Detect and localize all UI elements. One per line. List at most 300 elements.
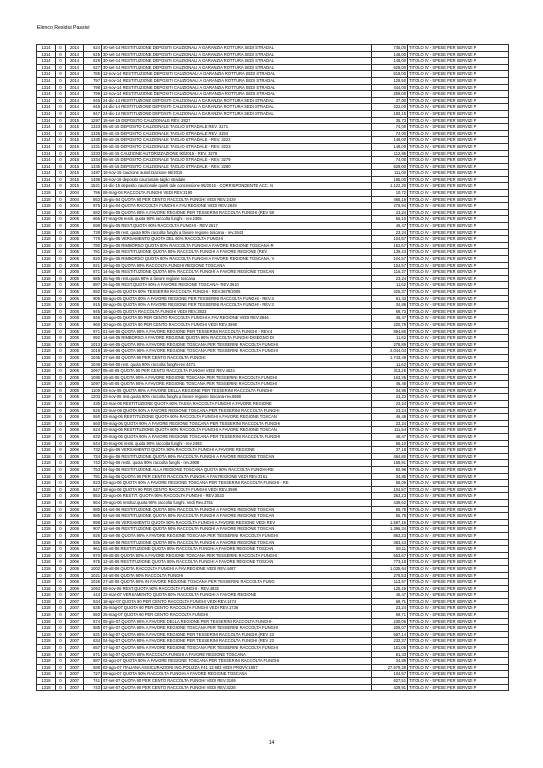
table-row bbox=[37, 262, 509, 269]
importo-cell: 116,27 bbox=[372, 269, 408, 276]
table-row bbox=[37, 664, 509, 671]
capitolo-cell: 1318 bbox=[37, 269, 56, 276]
anno-cell: 2005 bbox=[66, 209, 84, 216]
numero-cell: 852 bbox=[84, 196, 102, 203]
anno-cell: 2015 bbox=[66, 143, 84, 150]
articolo-cell: 0 bbox=[56, 565, 66, 572]
importo-cell: 23,23 bbox=[372, 394, 408, 401]
numero-cell: 634 bbox=[84, 638, 102, 645]
numero-cell: 625 bbox=[84, 51, 102, 58]
numero-cell: 946 bbox=[84, 104, 102, 111]
table-row bbox=[37, 130, 509, 137]
importo-cell: 27.579,28 bbox=[372, 664, 408, 671]
descrizione-cell: 29-giu-05 RIMBORSO QUOTA 90% RACCOLTA FUNGHI A FAVORE REGIONE TOSCANA, V bbox=[102, 256, 372, 263]
articolo-cell: 0 bbox=[56, 585, 66, 592]
numero-cell: 971 bbox=[84, 328, 102, 335]
titolo-cell: TITOLO IV - SPESE PER SERVIZI P bbox=[408, 209, 509, 216]
importo-cell: 1.587,16 bbox=[372, 519, 408, 526]
capitolo-cell: 1318 bbox=[37, 354, 56, 361]
numero-cell: 688 bbox=[84, 664, 102, 671]
table-row bbox=[37, 414, 509, 421]
anno-cell: 2006 bbox=[66, 552, 84, 559]
importo-cell: 81,33 bbox=[372, 651, 408, 658]
table-row bbox=[37, 84, 509, 91]
table-row bbox=[37, 328, 509, 335]
capitolo-cell: 1318 bbox=[37, 572, 56, 579]
descrizione-cell: 22-set-06 QUOTA 90% A FAVORE REGIONE TOSCANA PER TESSERINI RACCOLTA FUNGHI bbox=[102, 532, 372, 539]
anno-cell: 2015 bbox=[66, 130, 84, 137]
numero-cell: 946 bbox=[84, 315, 102, 322]
titolo-cell: TITOLO IV - SPESE PER SERVIZI P bbox=[408, 315, 509, 322]
anno-cell: 2007 bbox=[66, 671, 84, 678]
importo-cell: 232,37 bbox=[372, 638, 408, 645]
importo-cell: 11,62 bbox=[372, 335, 408, 342]
importo-cell: 518,00 bbox=[372, 71, 408, 78]
articolo-cell: 0 bbox=[56, 579, 66, 586]
articolo-cell: 0 bbox=[56, 645, 66, 652]
descrizione-cell: 24-dic-14 RESTITUZIONE DEPOSITI CAUZIONALI A GARANZIA ROTTURA SEDI STRADAL bbox=[102, 104, 372, 111]
titolo-cell: TITOLO IV - SPESE PER SERVIZI P bbox=[408, 302, 509, 309]
table-row bbox=[37, 526, 509, 533]
anno-cell: 2014 bbox=[66, 110, 84, 117]
descrizione-cell: 15-set-05 QUOTA 90% A FAVORE REGIONE TOSCANA PER TESSERINI RACCOLTA FUNGHI bbox=[102, 341, 372, 348]
capitolo-cell: 1318 bbox=[37, 638, 56, 645]
table-row bbox=[37, 64, 509, 71]
anno-cell: 2006 bbox=[66, 447, 84, 454]
table-row bbox=[37, 546, 509, 553]
numero-cell: 781 bbox=[84, 249, 102, 256]
importo-cell: 697,14 bbox=[372, 631, 408, 638]
table-row bbox=[37, 499, 509, 506]
anno-cell: 2006 bbox=[66, 506, 84, 513]
descrizione-cell: 14-lug-05 RESTITUZIONE QUOTA 90% RACCOLTA FUNGHI A FAVORE REGIONE TOSCAN bbox=[102, 269, 372, 276]
descrizione-cell: 15-giu-04 QUOTA 90 PER CENTO RACCOLTA FUNGHI VEDI REV.2429 bbox=[102, 196, 372, 203]
table-row bbox=[37, 143, 509, 150]
articolo-cell: 0 bbox=[56, 183, 66, 190]
articolo-cell: 0 bbox=[56, 572, 66, 579]
table-row bbox=[37, 618, 509, 625]
anno-cell: 2005 bbox=[66, 381, 84, 388]
numero-cell: 666 bbox=[84, 216, 102, 223]
articolo-cell: 0 bbox=[56, 170, 66, 177]
numero-cell: 905 bbox=[84, 295, 102, 302]
anno-cell: 2007 bbox=[66, 592, 84, 599]
capitolo-cell: 1318 bbox=[37, 295, 56, 302]
table-row bbox=[37, 513, 509, 520]
numero-cell: 898 bbox=[84, 519, 102, 526]
table-row bbox=[37, 572, 509, 579]
descrizione-cell: 25-lug-06 QUOTA 90 PER CENTO RACCOLTA FUNGHI A FAV.REGIONE VEDI REV.3161 bbox=[102, 473, 372, 480]
importo-cell: 11,62 bbox=[372, 282, 408, 289]
numero-cell: 550 bbox=[84, 414, 102, 421]
table-row bbox=[37, 288, 509, 295]
articolo-cell: 0 bbox=[56, 401, 66, 408]
numero-cell: 947 bbox=[84, 110, 102, 117]
importo-cell: 34,86 bbox=[372, 302, 408, 309]
articolo-cell: 0 bbox=[56, 51, 66, 58]
importo-cell: 222,00 bbox=[372, 104, 408, 111]
numero-cell: 1331 bbox=[84, 143, 102, 150]
table-row bbox=[37, 684, 509, 691]
articolo-cell: 0 bbox=[56, 467, 66, 474]
titolo-cell: TITOLO IV - SPESE PER SERVIZI P bbox=[408, 262, 509, 269]
numero-cell: 582 bbox=[84, 209, 102, 216]
importo-cell: 46,48 bbox=[372, 414, 408, 421]
articolo-cell: 0 bbox=[56, 104, 66, 111]
numero-cell: 880 bbox=[84, 506, 102, 513]
anno-cell: 2007 bbox=[66, 631, 84, 638]
numero-cell: 698 bbox=[84, 223, 102, 230]
table-row bbox=[37, 256, 509, 263]
capitolo-cell: 1314 bbox=[37, 117, 56, 124]
capitolo-cell: 1318 bbox=[37, 618, 56, 625]
titolo-cell: TITOLO IV - SPESE PER SERVIZI P bbox=[408, 645, 509, 652]
importo-cell: 74,00 bbox=[372, 130, 408, 137]
importo-cell: 104,57 bbox=[372, 262, 408, 269]
numero-cell: 560 bbox=[84, 420, 102, 427]
anno-cell: 2007 bbox=[66, 658, 84, 665]
table-row bbox=[37, 77, 509, 84]
numero-cell: 1026 bbox=[84, 579, 102, 586]
titolo-cell: TITOLO IV - SPESE PER SERVIZI P bbox=[408, 157, 509, 164]
articolo-cell: 0 bbox=[56, 592, 66, 599]
articolo-cell: 0 bbox=[56, 684, 66, 691]
descrizione-cell: 02-ago-07 QUOTA 90% A FAVORE REGIONE TOSCANA PER TESSERINI RACCOLTA FUNGHI bbox=[102, 658, 372, 665]
articolo-cell: 0 bbox=[56, 315, 66, 322]
capitolo-cell: 1318 bbox=[37, 631, 56, 638]
articolo-cell: 0 bbox=[56, 282, 66, 289]
articolo-cell: 0 bbox=[56, 348, 66, 355]
articolo-cell: 0 bbox=[56, 335, 66, 342]
table-row bbox=[37, 354, 509, 361]
articolo-cell: 0 bbox=[56, 137, 66, 144]
numero-cell: 1203 bbox=[84, 394, 102, 401]
numero-cell: 1521 bbox=[84, 183, 102, 190]
titolo-cell: TITOLO IV - SPESE PER SERVIZI P bbox=[408, 288, 509, 295]
table-row bbox=[37, 387, 509, 394]
importo-cell: 11,62 bbox=[372, 361, 408, 368]
descrizione-cell: 04-set-06 RESTITUZIONE QUOTA 90% RACCOLTA FUNGHI A FAVORE REGIONE TOSCAN bbox=[102, 506, 372, 513]
titolo-cell: TITOLO IV - SPESE PER SERVIZI P bbox=[408, 282, 509, 289]
descrizione-cell: 05-ott-15 DEPOSITO CAUZIONALE TAGLIO STRADALE REV. 3194 bbox=[102, 130, 372, 137]
importo-cell: 34,86 bbox=[372, 658, 408, 665]
articolo-cell: 0 bbox=[56, 302, 66, 309]
residui-table-body bbox=[37, 45, 509, 691]
anno-cell: 2005 bbox=[66, 348, 84, 355]
anno-cell: 2014 bbox=[66, 71, 84, 78]
importo-cell: 745,00 bbox=[372, 45, 408, 52]
titolo-cell: TITOLO IV - SPESE PER SERVIZI P bbox=[408, 651, 509, 658]
articolo-cell: 0 bbox=[56, 236, 66, 243]
capitolo-cell: 1318 bbox=[37, 368, 56, 375]
anno-cell: 2014 bbox=[66, 97, 84, 104]
articolo-cell: 0 bbox=[56, 71, 66, 78]
articolo-cell: 0 bbox=[56, 612, 66, 619]
articolo-cell: 0 bbox=[56, 196, 66, 203]
table-row bbox=[37, 453, 509, 460]
descrizione-cell: 16-ago-05 QUOTA RACCOLTA FUNGHI VEDI REV.3833 bbox=[102, 308, 372, 315]
table-row bbox=[37, 631, 509, 638]
table-row bbox=[37, 638, 509, 645]
articolo-cell: 0 bbox=[56, 671, 66, 678]
table-row bbox=[37, 302, 509, 309]
capitolo-cell: 1314 bbox=[37, 163, 56, 170]
titolo-cell: TITOLO IV - SPESE PER SERVIZI P bbox=[408, 565, 509, 572]
titolo-cell: TITOLO IV - SPESE PER SERVIZI P bbox=[408, 236, 509, 243]
table-row bbox=[37, 434, 509, 441]
titolo-cell: TITOLO IV - SPESE PER SERVIZI P bbox=[408, 84, 509, 91]
table-row bbox=[37, 493, 509, 500]
residui-table bbox=[36, 44, 509, 691]
table-row bbox=[37, 592, 509, 599]
capitolo-cell: 1318 bbox=[37, 302, 56, 309]
titolo-cell: TITOLO IV - SPESE PER SERVIZI P bbox=[408, 335, 509, 342]
capitolo-cell: 1314 bbox=[37, 157, 56, 164]
descrizione-cell: 25-lug-05 rest.quota 90% a favore regione toscana bbox=[102, 275, 372, 282]
numero-cell: 886 bbox=[84, 513, 102, 520]
table-row bbox=[37, 374, 509, 381]
capitolo-cell: 1318 bbox=[37, 605, 56, 612]
capitolo-cell: 1318 bbox=[37, 612, 56, 619]
titolo-cell: TITOLO IV - SPESE PER SERVIZI P bbox=[408, 91, 509, 98]
importo-cell: 1.396,24 bbox=[372, 526, 408, 533]
descrizione-cell: 09-mag-06 QUOTA 90% A FAVORE REGIONE TOSCANA PER TESSERINI RACCOLTA FUNGHI bbox=[102, 420, 372, 427]
anno-cell: 2006 bbox=[66, 572, 84, 579]
anno-cell: 2006 bbox=[66, 420, 84, 427]
titolo-cell: TITOLO IV - SPESE PER SERVIZI P bbox=[408, 97, 509, 104]
numero-cell: 785 bbox=[84, 71, 102, 78]
importo-cell: 278,89 bbox=[372, 341, 408, 348]
capitolo-cell: 1314 bbox=[37, 150, 56, 157]
anno-cell: 2014 bbox=[66, 91, 84, 98]
anno-cell: 2007 bbox=[66, 612, 84, 619]
titolo-cell: TITOLO IV - SPESE PER SERVIZI P bbox=[408, 321, 509, 328]
titolo-cell: TITOLO IV - SPESE PER SERVIZI P bbox=[408, 110, 509, 117]
descrizione-cell: 16-giu-05 VERSAMENTO QUOTA DEL 90% RACCOLTA FUNGHI bbox=[102, 236, 372, 243]
importo-cell: 220,76 bbox=[372, 321, 408, 328]
capitolo-cell: 1318 bbox=[37, 262, 56, 269]
articolo-cell: 0 bbox=[56, 216, 66, 223]
capitolo-cell: 1318 bbox=[37, 532, 56, 539]
capitolo-cell: 1318 bbox=[37, 684, 56, 691]
descrizione-cell: 09-nov-06 REST.QUOTA 90% RACCOLTA FUNGHI - REV.4832 bbox=[102, 585, 372, 592]
numero-cell: 864 bbox=[84, 499, 102, 506]
titolo-cell: TITOLO IV - SPESE PER SERVIZI P bbox=[408, 269, 509, 276]
capitolo-cell: 1318 bbox=[37, 625, 56, 632]
anno-cell: 2006 bbox=[66, 546, 84, 553]
table-row bbox=[37, 625, 509, 632]
numero-cell: 821 bbox=[84, 262, 102, 269]
capitolo-cell: 1318 bbox=[37, 645, 56, 652]
anno-cell: 2006 bbox=[66, 559, 84, 566]
titolo-cell: TITOLO IV - SPESE PER SERVIZI P bbox=[408, 434, 509, 441]
anno-cell: 2005 bbox=[66, 328, 84, 335]
titolo-cell: TITOLO IV - SPESE PER SERVIZI P bbox=[408, 499, 509, 506]
anno-cell: 2015 bbox=[66, 157, 84, 164]
articolo-cell: 0 bbox=[56, 638, 66, 645]
articolo-cell: 0 bbox=[56, 269, 66, 276]
numero-cell: 992 bbox=[84, 335, 102, 342]
titolo-cell: TITOLO IV - SPESE PER SERVIZI P bbox=[408, 414, 509, 421]
articolo-cell: 0 bbox=[56, 77, 66, 84]
importo-cell: 81,33 bbox=[372, 295, 408, 302]
articolo-cell: 0 bbox=[56, 275, 66, 282]
importo-cell: 627,51 bbox=[372, 678, 408, 685]
numero-cell: 624 bbox=[84, 427, 102, 434]
anno-cell: 2007 bbox=[66, 625, 84, 632]
importo-cell: 183,15 bbox=[372, 110, 408, 117]
importo-cell: 23,24 bbox=[372, 407, 408, 414]
numero-cell: 1297 bbox=[84, 117, 102, 124]
titolo-cell: TITOLO IV - SPESE PER SERVIZI P bbox=[408, 275, 509, 282]
descrizione-cell: 22-mar-06 QUOTA 90% A FAVORE REGIONE TOSCANA PER TESSERINI RACCOLTA FUNGHI bbox=[102, 407, 372, 414]
titolo-cell: TITOLO IV - SPESE PER SERVIZI P bbox=[408, 348, 509, 355]
numero-cell: 926 bbox=[84, 532, 102, 539]
articolo-cell: 0 bbox=[56, 513, 66, 520]
capitolo-cell: 1318 bbox=[37, 335, 56, 342]
anno-cell: 2005 bbox=[66, 223, 84, 230]
anno-cell: 2015 bbox=[66, 183, 84, 190]
capitolo-cell: 1314 bbox=[37, 124, 56, 131]
capitolo-cell: 1318 bbox=[37, 447, 56, 454]
capitolo-cell: 1318 bbox=[37, 579, 56, 586]
articolo-cell: 0 bbox=[56, 618, 66, 625]
articolo-cell: 0 bbox=[56, 117, 66, 124]
titolo-cell: TITOLO IV - SPESE PER SERVIZI P bbox=[408, 671, 509, 678]
anno-cell: 2007 bbox=[66, 598, 84, 605]
articolo-cell: 0 bbox=[56, 664, 66, 671]
titolo-cell: TITOLO IV - SPESE PER SERVIZI P bbox=[408, 539, 509, 546]
descrizione-cell: 16-ago-05 QUOTA 90 PER CENTO RACCOLTA FUNGHI A FAV.REGIONE VEDI REV.3846 bbox=[102, 315, 372, 322]
table-row bbox=[37, 190, 509, 197]
articolo-cell: 0 bbox=[56, 526, 66, 533]
articolo-cell: 0 bbox=[56, 598, 66, 605]
importo-cell: 148,00 bbox=[372, 58, 408, 65]
titolo-cell: TITOLO IV - SPESE PER SERVIZI P bbox=[408, 58, 509, 65]
anno-cell: 2007 bbox=[66, 678, 84, 685]
titolo-cell: TITOLO IV - SPESE PER SERVIZI P bbox=[408, 401, 509, 408]
table-row bbox=[37, 176, 509, 183]
table-row bbox=[37, 506, 509, 513]
descrizione-cell: 25-mag-07 QUOTA 90 PER CENTO RACCOLTA FUNGHI bbox=[102, 612, 372, 619]
titolo-cell: TITOLO IV - SPESE PER SERVIZI P bbox=[408, 137, 509, 144]
descrizione-cell: 06-ott-15 DEPOSITO CAUZIONALE TAGLIO STRADALE - REV. 3279 bbox=[102, 157, 372, 164]
anno-cell: 2006 bbox=[66, 513, 84, 520]
anno-cell: 2014 bbox=[66, 51, 84, 58]
importo-cell: 56,10 bbox=[372, 216, 408, 223]
anno-cell: 2005 bbox=[66, 282, 84, 289]
numero-cell: 444 bbox=[84, 592, 102, 599]
anno-cell: 2006 bbox=[66, 486, 84, 493]
page-number: 14 bbox=[268, 740, 275, 746]
titolo-cell: TITOLO IV - SPESE PER SERVIZI P bbox=[408, 420, 509, 427]
numero-cell: 742 bbox=[84, 460, 102, 467]
numero-cell: 535 bbox=[84, 605, 102, 612]
descrizione-cell: 26-set-06 RESTITUZIONE QUOTA 90% RACCOLTA FUNGHI A FAVORE REGIONE TOSCAN bbox=[102, 539, 372, 546]
importo-cell: 46,48 bbox=[372, 381, 408, 388]
articolo-cell: 0 bbox=[56, 176, 66, 183]
importo-cell: 23,24 bbox=[372, 401, 408, 408]
capitolo-cell: 1318 bbox=[37, 671, 56, 678]
capitolo-cell: 1318 bbox=[37, 288, 56, 295]
articolo-cell: 0 bbox=[56, 374, 66, 381]
importo-cell: 74,00 bbox=[372, 157, 408, 164]
importo-cell: 58,09 bbox=[372, 480, 408, 487]
numero-cell: 1109 bbox=[84, 387, 102, 394]
anno-cell: 2007 bbox=[66, 645, 84, 652]
descrizione-cell: 09-ott-06 QUOTA 90% A FAVORE REGIONE TOSCANA PER TESSERINI RACCOLTA FUNGHI bbox=[102, 552, 372, 559]
importo-cell: 46,47 bbox=[372, 592, 408, 599]
anno-cell: 2014 bbox=[66, 64, 84, 71]
numero-cell: 1325 bbox=[84, 130, 102, 137]
capitolo-cell: 1318 bbox=[37, 242, 56, 249]
importo-cell: 653,67 bbox=[372, 552, 408, 559]
table-row bbox=[37, 420, 509, 427]
anno-cell: 2014 bbox=[66, 77, 84, 84]
titolo-cell: TITOLO IV - SPESE PER SERVIZI P bbox=[408, 625, 509, 632]
anno-cell: 2006 bbox=[66, 401, 84, 408]
table-row bbox=[37, 236, 509, 243]
importo-cell: 112,85 bbox=[372, 150, 408, 157]
importo-cell: 69,71 bbox=[372, 612, 408, 619]
titolo-cell: TITOLO IV - SPESE PER SERVIZI P bbox=[408, 176, 509, 183]
capitolo-cell: 1318 bbox=[37, 427, 56, 434]
table-row bbox=[37, 407, 509, 414]
importo-cell: 629,00 bbox=[372, 163, 408, 170]
numero-cell: 823 bbox=[84, 480, 102, 487]
articolo-cell: 0 bbox=[56, 341, 66, 348]
anno-cell: 2006 bbox=[66, 565, 84, 572]
descrizione-cell: 18-apr-07 QUOTA 90 PER CENTO RACCOLTA FUNGHI VEDI REV.1474 bbox=[102, 598, 372, 605]
descrizione-cell: 27-mag-05 restit. quota 90% raccolta funghi - rev.2365 bbox=[102, 216, 372, 223]
anno-cell: 2005 bbox=[66, 308, 84, 315]
numero-cell: 732 bbox=[84, 447, 102, 454]
table-row bbox=[37, 427, 509, 434]
table-row bbox=[37, 348, 509, 355]
capitolo-cell: 1318 bbox=[37, 236, 56, 243]
capitolo-cell: 1318 bbox=[37, 499, 56, 506]
titolo-cell: TITOLO IV - SPESE PER SERVIZI P bbox=[408, 295, 509, 302]
capitolo-cell: 1318 bbox=[37, 414, 56, 421]
importo-cell: 894,86 bbox=[372, 328, 408, 335]
descrizione-cell: 12-set-06 RESTITUZIONE QUOTA 90% RACCOLTA FUNGHI A FAVORE REGIONE TOSCAN bbox=[102, 526, 372, 533]
descrizione-cell: 23-mag-06 RESTITUZIONE QUOTA 90% RACCOLTA FUNGHI A FAVORE REGIONE TOSCAN bbox=[102, 427, 372, 434]
importo-cell: 37,18 bbox=[372, 447, 408, 454]
titolo-cell: TITOLO IV - SPESE PER SERVIZI P bbox=[408, 598, 509, 605]
descrizione-cell: 26-giu-06 RESTITUZIONE QUOTA 90% RACCOLTA FUNGHI A FAVORE REGIONE TOSCAN bbox=[102, 453, 372, 460]
table-row bbox=[37, 163, 509, 170]
titolo-cell: TITOLO IV - SPESE PER SERVIZI P bbox=[408, 579, 509, 586]
titolo-cell: TITOLO IV - SPESE PER SERVIZI P bbox=[408, 163, 509, 170]
descrizione-cell: 20-lug-06 restit. quota 90% raccolta funghi - rev.2908 bbox=[102, 460, 372, 467]
importo-cell: 37,00 bbox=[372, 97, 408, 104]
importo-cell: 629,00 bbox=[372, 64, 408, 71]
table-row bbox=[37, 519, 509, 526]
capitolo-cell: 1318 bbox=[37, 216, 56, 223]
importo-cell: 23,24 bbox=[372, 209, 408, 216]
anno-cell: 2006 bbox=[66, 440, 84, 447]
numero-cell: 798 bbox=[84, 84, 102, 91]
descrizione-cell: 06-giu-05 QUOTA 90% A FAVORE REGIONE PER TESSERINI RACCOLTA FUNGHI (REV 58 bbox=[102, 209, 372, 216]
capitolo-cell: 1318 bbox=[37, 434, 56, 441]
descrizione-cell: 19-lug-05 QUOTA 90% RACCOLTA FUNGHI REGIONE TOSCANA bbox=[102, 262, 372, 269]
articolo-cell: 0 bbox=[56, 519, 66, 526]
descrizione-cell: 23-ago-06 RESTIT. QUOTA 90% RACCOLTA FUNGHI - REV.3533 bbox=[102, 493, 372, 500]
descrizione-cell: 29-ago-06 restituz.quota 90% raccolta funghi. Vedi Rev.3761 bbox=[102, 499, 372, 506]
table-row bbox=[37, 539, 509, 546]
titolo-cell: TITOLO IV - SPESE PER SERVIZI P bbox=[408, 117, 509, 124]
importo-cell: 148,00 bbox=[372, 137, 408, 144]
